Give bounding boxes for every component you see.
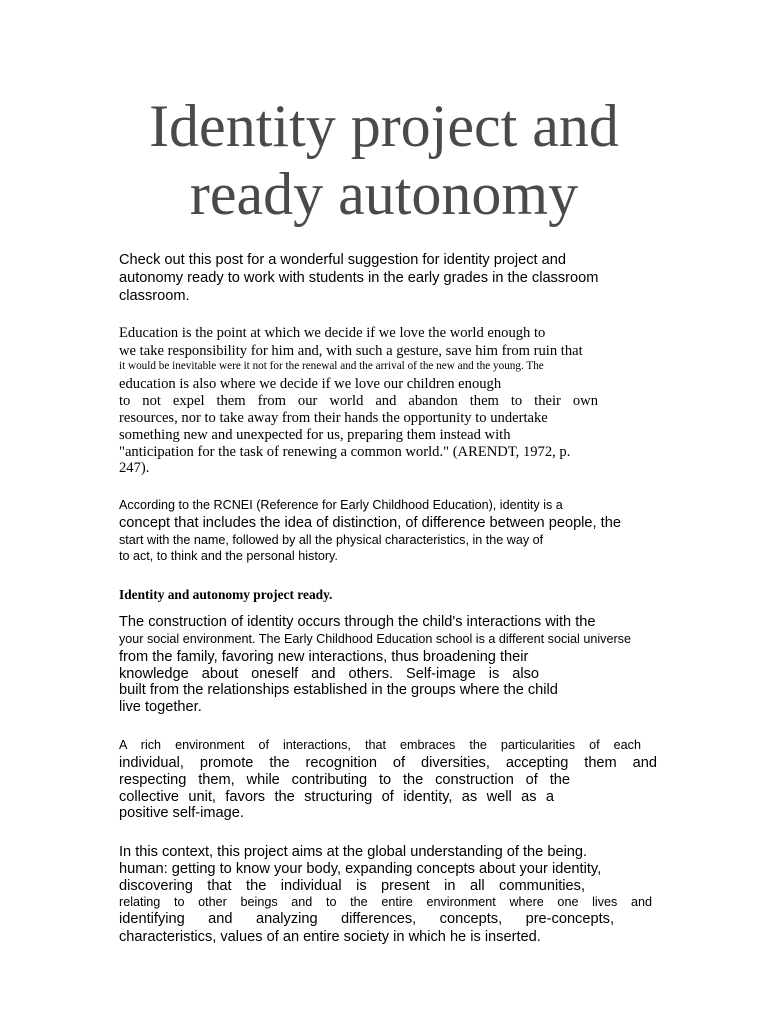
quote-line: education is also where we decide if we love our children enough	[119, 376, 502, 392]
quote-line: we take responsibility for him and, with such a gesture, save him from ruin that	[119, 343, 583, 359]
intro-line: autonomy ready to work with students in the early grades in the classroom	[119, 270, 599, 286]
construction-line: live together.	[119, 699, 202, 715]
context-line: In this context, this project aims at the global understanding of the being.	[119, 844, 588, 860]
construction-line: from the family, favoring new interactions, thus broadening their	[119, 649, 529, 665]
rcnei-line: concept that includes the idea of distinction, of difference between people, the	[119, 515, 621, 531]
context-line: characteristics, values of an entire society in which he is inserted.	[119, 929, 541, 945]
quote-line: Education is the point at which we decide if we love the world enough to	[119, 325, 546, 341]
quote-line: 247).	[119, 460, 150, 476]
context-line: relating to other beings and to the entire environment where one lives and	[119, 895, 652, 909]
rcnei-line: According to the RCNEI (Reference for Early Childhood Education), identity is a	[119, 498, 563, 512]
rich-line: positive self-image.	[119, 805, 244, 821]
rcnei-line: start with the name, followed by all the physical characteristics, in the way of	[119, 533, 544, 547]
title-line-1: Identity project and	[149, 93, 619, 159]
quote-line: it would be inevitable were it not for the renewal and the arrival of the new and the young. The	[119, 360, 544, 372]
rcnei-line: to act, to think and the personal history.	[119, 549, 338, 563]
context-line: identifying and analyzing differences, concepts, pre-concepts,	[119, 911, 614, 927]
rich-line: A rich environment of interactions, that embraces the particularities of each	[119, 738, 641, 752]
page-title	[0, 92, 768, 228]
rich-line: respecting them, while contributing to the construction of the	[119, 772, 570, 788]
context-line: discovering that the individual is present in all communities,	[119, 878, 585, 894]
construction-line: your social environment. The Early Childhood Education school is a different social universe	[119, 632, 631, 646]
intro-line: classroom.	[119, 288, 190, 304]
section-heading: Identity and autonomy project ready.	[119, 587, 333, 602]
quote-line: "anticipation for the task of renewing a common world." (ARENDT, 1972, p.	[119, 444, 571, 460]
title-line-2: ready autonomy	[189, 161, 579, 227]
construction-line: built from the relationships established in the groups where the child	[119, 682, 558, 698]
quote-line: resources, nor to take away from their hands the opportunity to undertake	[119, 410, 548, 426]
rich-line: individual, promote the recognition of diversities, accepting them and	[119, 755, 657, 771]
quote-line: to not expel them from our world and abandon them to their own	[119, 393, 598, 409]
quote-line: something new and unexpected for us, preparing them instead with	[119, 427, 511, 443]
intro-line: Check out this post for a wonderful suggestion for identity project and	[119, 252, 566, 268]
rich-line: collective unit, favors the structuring of identity, as well as a	[119, 789, 554, 805]
construction-line: The construction of identity occurs through the child's interactions with the	[119, 614, 596, 630]
context-line: human: getting to know your body, expanding concepts about your identity,	[119, 861, 602, 877]
construction-line: knowledge about oneself and others. Self-image is also	[119, 666, 539, 682]
